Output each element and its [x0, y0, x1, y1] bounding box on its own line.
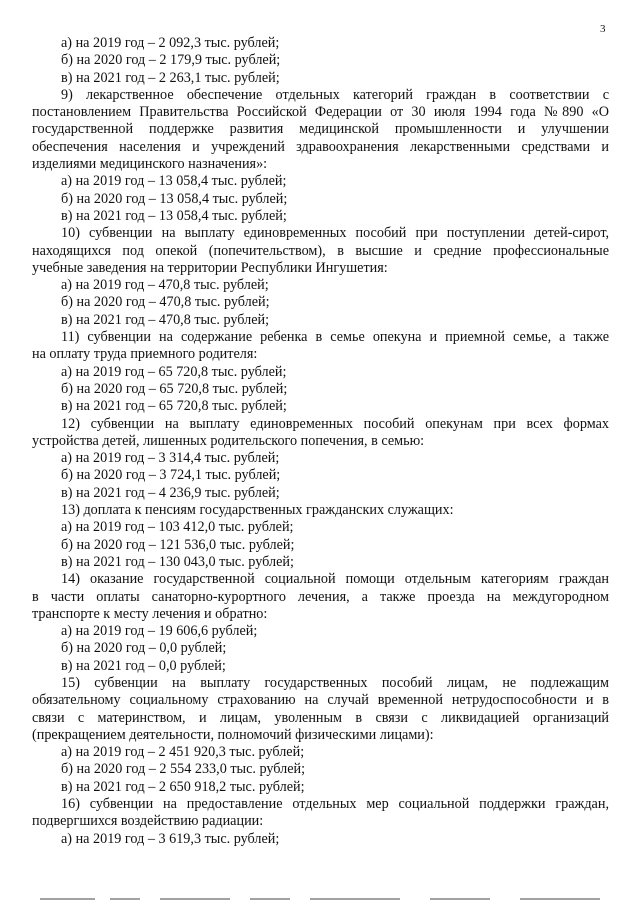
list-subitem: в) на 2021 год – 130 043,0 тыс. рублей; [61, 553, 294, 570]
list-subitem: б) на 2020 год – 2 554 233,0 тыс. рублей; [61, 761, 306, 778]
list-subitem: в) на 2021 год – 2 263,1 тыс. рублей; [61, 69, 280, 86]
list-subitem: а) на 2019 год – 2 092,3 тыс. рублей; [61, 35, 280, 51]
scan-edge-artifact [0, 890, 640, 905]
list-subitem: б) на 2020 год – 65 720,8 тыс. рублей; [61, 380, 288, 397]
document-body [32, 35, 609, 848]
paragraph-line: находящихся под опекой (попечительством), в высшие и средние профессиональные [32, 242, 609, 259]
list-subitem: а) на 2019 год – 65 720,8 тыс. рублей; [61, 363, 287, 380]
list-subitem: б) на 2020 год – 0,0 рублей; [61, 640, 227, 657]
list-subitem: а) на 2019 год – 3 619,3 тыс. рублей; [61, 830, 280, 847]
paragraph-line: учебные заведения на территории Республики Ингушетия: [32, 259, 388, 276]
paragraph-line: подвергшихся воздействию радиации: [32, 813, 264, 830]
list-subitem: в) на 2021 год – 13 058,4 тыс. рублей; [61, 207, 287, 224]
list-subitem: а) на 2019 год – 13 058,4 тыс. рублей; [61, 173, 287, 190]
list-subitem: б) на 2020 год – 13 058,4 тыс. рублей; [61, 190, 288, 207]
list-subitem: а) на 2019 год – 470,8 тыс. рублей; [61, 277, 269, 294]
list-subitem: а) на 2019 год – 3 314,4 тыс. рублей; [61, 450, 280, 467]
list-item-heading: 15) субвенции на выплату государственных пособий лицам, не подлежащим [61, 674, 609, 691]
paragraph-line: связи с материнством, и лицам, уволенным в связи с ликвидацией организаций [32, 709, 609, 726]
list-item-heading: 16) субвенции на предоставление отдельных мер социальной поддержки граждан, [61, 796, 609, 813]
list-subitem: а) на 2019 год – 2 451 920,3 тыс. рублей; [61, 744, 305, 761]
paragraph-line: изделиями медицинского назначения»: [32, 156, 268, 173]
list-subitem: б) на 2020 год – 2 179,9 тыс. рублей; [61, 52, 281, 69]
list-item-heading: 14) оказание государственной социальной помощи отдельным категориям граждан [61, 571, 609, 588]
list-subitem: в) на 2021 год – 0,0 рублей; [61, 657, 226, 674]
list-subitem: б) на 2020 год – 470,8 тыс. рублей; [61, 294, 270, 311]
paragraph-line: на оплату труда приемного родителя: [32, 346, 258, 363]
list-subitem: в) на 2021 год – 65 720,8 тыс. рублей; [61, 398, 287, 415]
list-subitem: в) на 2021 год – 2 650 918,2 тыс. рублей; [61, 778, 305, 795]
paragraph-line: обязательному социальному страхованию на случай временной нетрудоспособности и в [32, 692, 609, 709]
paragraph-line: государственной поддержке развития медицинской промышленности и улучшении [32, 121, 609, 138]
list-subitem: б) на 2020 год – 3 724,1 тыс. рублей; [61, 467, 281, 484]
list-item-heading: 9) лекарственное обеспечение отдельных категорий граждан в соответствии с [61, 86, 609, 103]
paragraph-line: транспорте к месту лечения и обратно: [32, 605, 268, 622]
paragraph-line: (прекращением деятельности, полномочий физическими лицами): [32, 726, 434, 743]
paragraph-line: обеспечения населения и учреждений здравоохранения лекарственными средствами и [32, 138, 609, 155]
paragraph-line: постановлением Правительства Российской Федерации от 30 июля 1994 года №890 «О [32, 104, 609, 121]
list-item-heading: 13) доплата к пенсиям государственных гражданских служащих: [61, 502, 454, 519]
list-item-heading: 11) субвенции на содержание ребенка в семье опекуна и приемной семье, а также [61, 329, 609, 346]
list-subitem: в) на 2021 год – 4 236,9 тыс. рублей; [61, 484, 280, 501]
list-subitem: б) на 2020 год – 121 536,0 тыс. рублей; [61, 536, 295, 553]
list-subitem: а) на 2019 год – 103 412,0 тыс. рублей; [61, 519, 294, 536]
page-number: 3 [600, 23, 606, 35]
paragraph-line: в части оплаты санаторно-курортного лечения, а также проезда на междугородном [32, 588, 609, 605]
list-subitem: в) на 2021 год – 470,8 тыс. рублей; [61, 311, 270, 328]
paragraph-line: устройства детей, лишенных родительского попечения, в семью: [32, 432, 425, 449]
list-item-heading: 10) субвенции на выплату единовременных пособий при поступлении детей-сирот, [61, 225, 609, 242]
list-subitem: а) на 2019 год – 19 606,6 рублей; [61, 623, 258, 640]
list-item-heading: 12) субвенции на выплату единовременных пособий опекунам при всех формах [61, 415, 609, 432]
